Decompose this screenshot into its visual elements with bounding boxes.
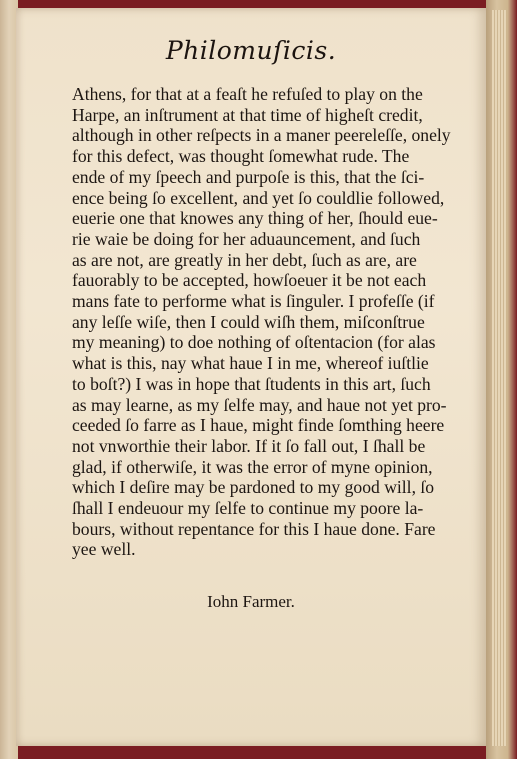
text-line: euerie one that knowes any thing of her, ſhould eue- <box>72 208 438 229</box>
text-line: as may learne, as my ſelfe may, and haue not yet pro- <box>72 394 447 415</box>
text-line: Harpe, an inſtrument at that time of higheſt credit, <box>72 104 423 125</box>
text-line: for this defect, was thought ſomewhat rude. The <box>72 146 410 167</box>
text-line: ceeded ſo farre as I haue, might finde ſomthing heere <box>72 415 445 436</box>
text-line: ende of my ſpeech and purpoſe is this, that the ſci- <box>72 166 425 187</box>
text-line: ence being ſo excellent, and yet ſo couldlie followed, <box>72 187 445 208</box>
page-stack <box>492 10 506 746</box>
text-line: fauorably to be accepted, howſoeuer it be not each <box>72 270 427 291</box>
text-line: although in other reſpects in a maner peereleſſe, onely <box>72 125 451 146</box>
text-line: bours, without repentance for this I haue done. Fare <box>72 518 436 539</box>
signature: Iohn Farmer. <box>207 592 295 611</box>
text-line: rie waie be doing for her aduauncement, and ſuch <box>72 228 421 249</box>
text-line: as are not, are greatly in her debt, ſuch as are, are <box>72 249 417 270</box>
text-line: any leſſe wiſe, then I could wiſh them, miſconſtrue <box>72 311 425 332</box>
book-page <box>16 8 486 746</box>
text-line: ſhall I endeuour my ſelfe to continue my poore la- <box>72 498 424 519</box>
text-line: to boſt?) I was in hope that ſtudents in this art, ſuch <box>72 373 431 394</box>
text-line: Athens, for that at a feaſt he refuſed to play on the <box>72 84 423 104</box>
text-line: yee well. <box>72 539 136 560</box>
text-line: glad, if otherwiſe, it was the error of myne opinion, <box>72 456 433 477</box>
right-page-edge <box>486 0 517 759</box>
running-header: Philomuſicis. <box>165 36 337 65</box>
text-line: my meaning) to doe nothing of oſtentacion (for alas <box>72 332 436 353</box>
text-line: mans fate to performe what is ſinguler. I profeſſe (if <box>72 291 435 312</box>
text-line: which I deſire may be pardoned to my good will, ſo <box>72 477 435 498</box>
text-line: not vnworthie their labor. If it ſo fall out, I ſhall be <box>72 435 426 456</box>
body-text <box>72 84 492 560</box>
text-line: what is this, nay what haue I in me, whereof iuſtlie <box>72 353 429 374</box>
